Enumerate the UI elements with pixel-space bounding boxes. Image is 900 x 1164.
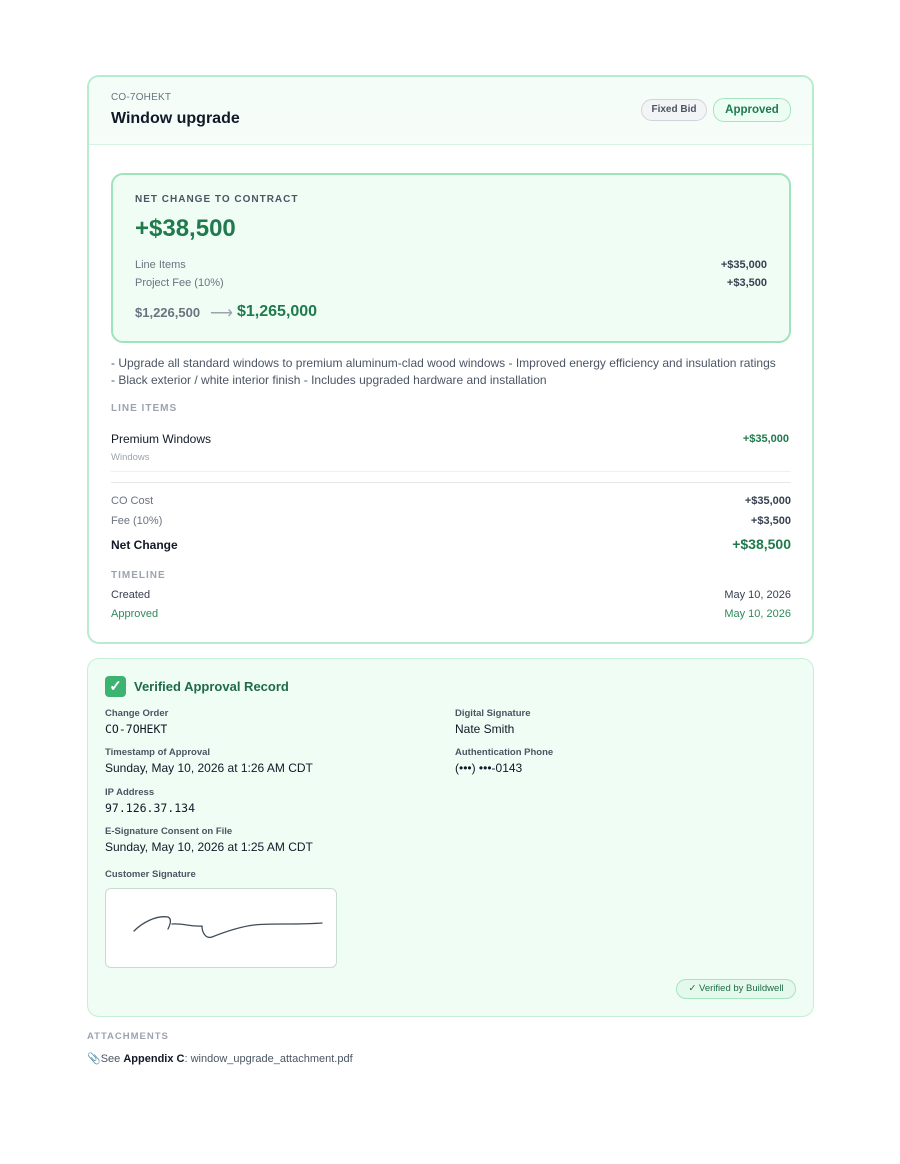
timeline-approved-row <box>111 608 791 620</box>
verified-by-badge: ✓ Verified by Buildwell <box>676 979 796 999</box>
description-line: - Upgrade all standard windows to premium aluminum-clad wood windows - Improved energy efficiency and insulation ratings <box>111 356 776 370</box>
field-label: Authentication Phone <box>455 747 554 758</box>
customer-signature-field <box>105 869 196 880</box>
field-label: Change Order <box>105 708 169 719</box>
timeline-created-date: May 10, 2026 <box>724 589 791 601</box>
timeline-approved-date: May 10, 2026 <box>724 608 791 620</box>
co-cost-row <box>111 495 791 507</box>
verification-timestamp <box>105 747 313 775</box>
change-order-title: Window upgrade <box>111 110 240 127</box>
fee-value: +$3,500 <box>750 515 791 527</box>
arrow-right-icon: ⟶ <box>210 305 233 322</box>
field-label: Customer Signature <box>105 869 196 880</box>
net-project-fee-label: Project Fee (10%) <box>135 277 224 289</box>
net-line-items-row <box>135 259 767 271</box>
timeline-created-row <box>111 589 791 601</box>
attachment-filename[interactable]: window_upgrade_attachment.pdf <box>190 1053 353 1065</box>
description-line: - Black exterior / white interior finish - Includes upgraded hardware and installation <box>111 373 547 387</box>
timeline-created-label: Created <box>111 589 151 601</box>
card-header <box>89 77 812 145</box>
verification-digital-signature <box>455 708 530 736</box>
field-label: Timestamp of Approval <box>105 747 211 758</box>
line-items-heading: LINE ITEMS <box>111 403 178 414</box>
net-change-amount: +$38,500 <box>135 215 236 242</box>
field-value: Nate Smith <box>455 722 515 736</box>
contract-from-value: $1,226,500 <box>135 305 201 320</box>
net-change-label: NET CHANGE TO CONTRACT <box>135 194 299 205</box>
field-value: Sunday, May 10, 2026 at 1:25 AM CDT <box>105 840 313 854</box>
fee-label: Fee (10%) <box>111 515 163 527</box>
field-label: IP Address <box>105 787 155 798</box>
net-project-fee-row <box>135 277 767 289</box>
divider <box>111 471 791 472</box>
field-label: Digital Signature <box>455 708 531 719</box>
verification-consent <box>105 826 313 854</box>
field-value: Sunday, May 10, 2026 at 1:26 AM CDT <box>105 761 313 775</box>
change-order-card <box>87 75 814 644</box>
change-order-id: CO-7OHEKT <box>111 92 172 103</box>
customer-signature-image <box>105 888 337 968</box>
net-line-items-label: Line Items <box>135 259 186 271</box>
signature-drawing <box>106 889 338 969</box>
contract-to-value: $1,265,000 <box>237 303 318 320</box>
net-change-row-label: Net Change <box>111 538 178 552</box>
paperclip-icon: 📎 <box>87 1053 101 1065</box>
attachment-item[interactable] <box>87 1052 353 1065</box>
field-value: CO-7OHEKT <box>105 722 168 736</box>
net-change-row <box>111 538 791 552</box>
attachment-prefix: See <box>100 1053 124 1065</box>
timeline-approved-label: Approved <box>111 608 159 620</box>
attachment-appendix: Appendix C <box>123 1053 185 1065</box>
change-order-description <box>111 355 801 389</box>
line-item-value: +$35,000 <box>742 433 789 445</box>
co-cost-value: +$35,000 <box>744 495 791 507</box>
fee-row <box>111 515 791 527</box>
verification-ip-address <box>105 787 195 815</box>
verification-title: Verified Approval Record <box>134 679 289 694</box>
verification-auth-phone <box>455 747 553 775</box>
net-line-items-value: +$35,000 <box>720 259 767 271</box>
status-badge: Approved <box>713 98 791 122</box>
net-change-summary <box>111 173 791 343</box>
field-value: (•••) •••-0143 <box>455 761 523 775</box>
line-item-category: Windows <box>111 452 150 463</box>
contract-type-badge: Fixed Bid <box>641 99 707 121</box>
net-project-fee-value: +$3,500 <box>726 277 767 289</box>
timeline-heading: TIMELINE <box>111 570 166 581</box>
divider <box>111 482 791 483</box>
attachment-separator: : <box>184 1053 191 1065</box>
line-item-name: Premium Windows <box>111 432 212 446</box>
verified-approval-record <box>87 658 814 1017</box>
verification-change-order <box>105 708 168 736</box>
net-change-row-value: +$38,500 <box>732 536 791 552</box>
field-value: 97.126.37.134 <box>105 801 196 815</box>
attachments-heading: ATTACHMENTS <box>87 1031 169 1042</box>
co-cost-label: CO Cost <box>111 495 154 507</box>
field-label: E-Signature Consent on File <box>105 826 233 837</box>
check-mark-icon: ✓ <box>105 676 126 697</box>
